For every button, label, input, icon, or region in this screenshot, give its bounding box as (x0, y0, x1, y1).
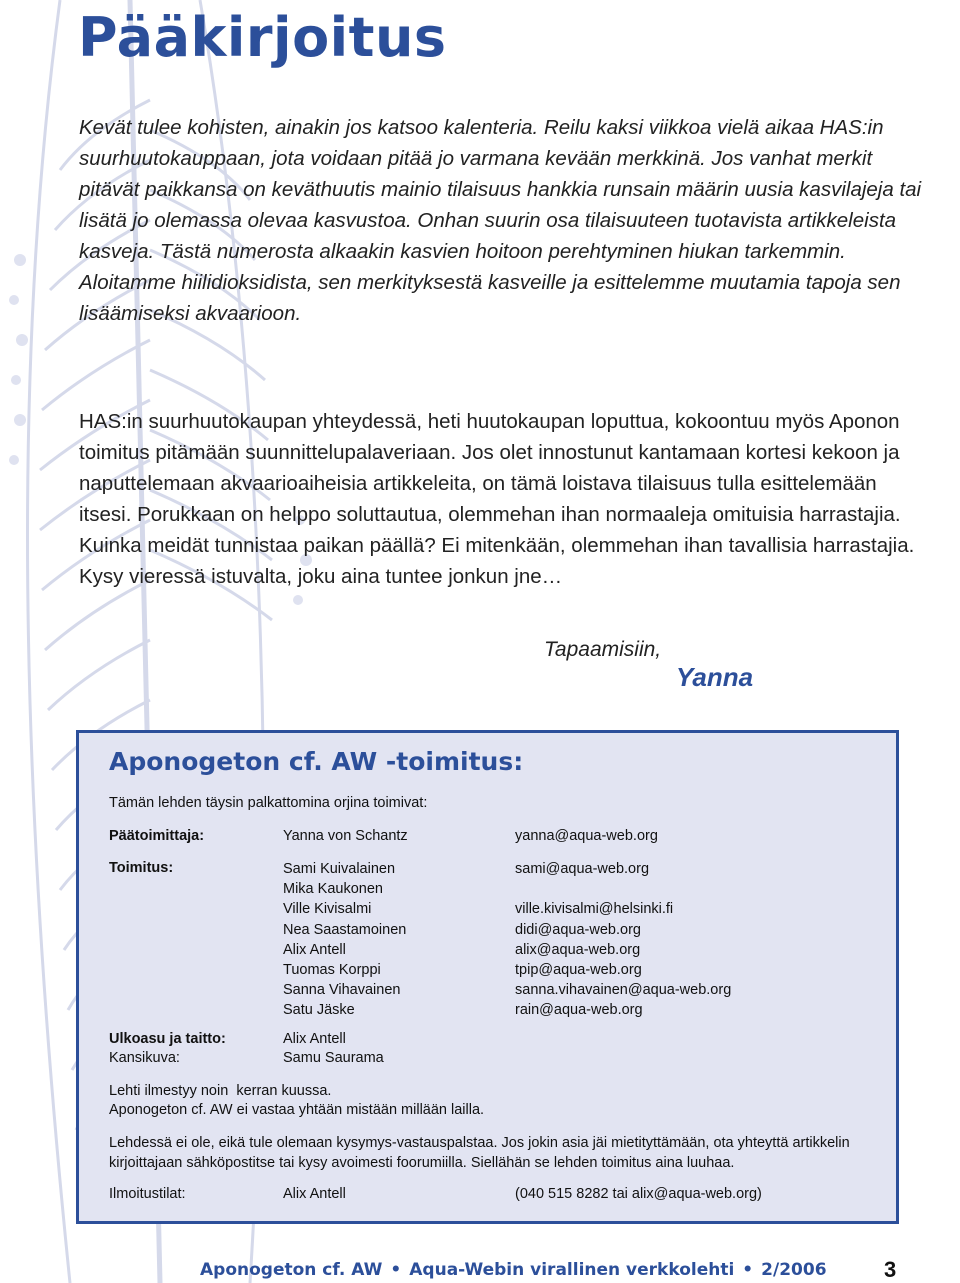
ads-name: Alix Antell (283, 1186, 346, 1202)
signature: Yanna (676, 662, 754, 692)
editorial-body: HAS:in suurhuutokaupan yhteydessä, heti huutokaupan loputtua, kokoontuu myös Aponon toimitus pitämään suunnittelupalaveriaan. Jos olet innostunut kantamaan kortesi kekoon ja naputtelemaan akvaarioaiheisia artikkeleita, on tämä loistava tilaisuus tulla esittelemään itsesi. Porukkaan on helppo soluttautua, olemmehan ihan normaaleja omituisia harrastajia. Kuinka meidät tunnistaa paikan päällä? Ei mitenkään, olemmehan ihan tavallisia harrastajia. Kysy vieressä istuvalta, joku aina tuntee jonkun jne… (79, 410, 915, 588)
staff-name: Nea Saastamoinen (283, 921, 407, 938)
staff-email[interactable]: didi@aqua-web.org (515, 921, 641, 938)
footer-magazine-name: Aponogeton cf. AW (200, 1260, 383, 1280)
layout-label: Ulkoasu ja taitto: (109, 1031, 226, 1047)
editorial-staff-label: Toimitus: (109, 860, 174, 876)
staff-name: Satu Jäske (283, 1002, 355, 1019)
footer-separator: • (390, 1260, 402, 1280)
publication-note-disclaimer: Aponogeton cf. AW ei vastaa yhtään mistään millään lailla. (109, 1102, 485, 1118)
cover-label: Kansikuva: (109, 1050, 180, 1066)
staff-names-list (283, 859, 406, 1021)
footer-publication-line (200, 1260, 827, 1280)
staff-box-intro: Tämän lehden täysin palkattomina orjina toimivat: (109, 795, 428, 811)
staff-email[interactable]: alix@aqua-web.org (515, 941, 641, 958)
staff-name: Tuomas Korppi (283, 962, 381, 979)
qa-note: Lehdessä ei ole, eikä tule olemaan kysymys-vastauspalstaa. Jos jokin asia jäi mietityttämään, ota yhteyttä artikkelin kirjoittajaan sähköpostitse tai kysy avoimesti foorumiilla. Siellähän se lehden toimitus aina luuhaa. (109, 1135, 850, 1171)
editorial-intro: Kevät tulee kohisten, ainakin jos katsoo kalenteria. Reilu kaksi viikkoa vielä aikaa HAS:in suurhuutokauppaan, jota voidaan pitää jo varmana kevään merkkinä. Jos vanhat merkit pitävät paikkansa on keväthuutis mainio tilaisuus hankkia runsain määrin uusia kasvilajeja tai lisätä jo olemassa olevaa kasvustoa. Onhan suurin osa tilaisuuteen tuotavista artikkeleista kasveja. Tästä numerosta alkaakin kasvien hoitoon perehtyminen hiukan tarkemmin. Aloitamme hiilidioksidista, sen merkityksestä kasveille ja esittelemme muutamia tapoja sen lisäämiseksi akvaarioon. (79, 116, 922, 325)
ads-contact: (040 515 8282 tai alix@aqua-web.org) (515, 1186, 762, 1202)
editor-in-chief-email[interactable]: yanna@aqua-web.org (515, 828, 658, 844)
staff-name: Sanna Vihavainen (283, 982, 401, 999)
staff-box-title: Aponogeton cf. AW -toimitus: (109, 747, 524, 776)
staff-email (515, 879, 731, 899)
staff-info-box (76, 730, 899, 1224)
footer-separator: • (742, 1260, 754, 1280)
staff-name: Ville Kivisalmi (283, 901, 372, 918)
page-number: 3 (884, 1257, 897, 1282)
footer-issue: 2/2006 (761, 1260, 827, 1280)
page-title: Pääkirjoitus (78, 6, 447, 69)
staff-email[interactable]: ville.kivisalmi@helsinki.fi (515, 901, 674, 918)
editor-in-chief-name: Yanna von Schantz (283, 828, 408, 844)
greeting: Tapaamisiin, (544, 638, 662, 661)
cover-name: Samu Saurama (283, 1050, 384, 1066)
staff-email[interactable]: rain@aqua-web.org (515, 1002, 643, 1019)
publication-note-frequency: Lehti ilmestyy noin kerran kuussa. (109, 1083, 332, 1099)
layout-name: Alix Antell (283, 1031, 346, 1047)
editor-in-chief-label: Päätoimittaja: (109, 828, 205, 844)
staff-name: Alix Antell (283, 941, 346, 958)
staff-email[interactable]: sami@aqua-web.org (515, 861, 650, 877)
staff-name: Mika Kaukonen (283, 881, 383, 898)
footer-tagline: Aqua-Webin virallinen verkkolehti (409, 1260, 735, 1280)
staff-email[interactable]: tpip@aqua-web.org (515, 962, 642, 979)
staff-name: Sami Kuivalainen (283, 861, 396, 877)
staff-emails-list (515, 859, 731, 1021)
ads-label: Ilmoitustilat: (109, 1186, 186, 1202)
staff-email[interactable]: sanna.vihavainen@aqua-web.org (515, 982, 732, 999)
